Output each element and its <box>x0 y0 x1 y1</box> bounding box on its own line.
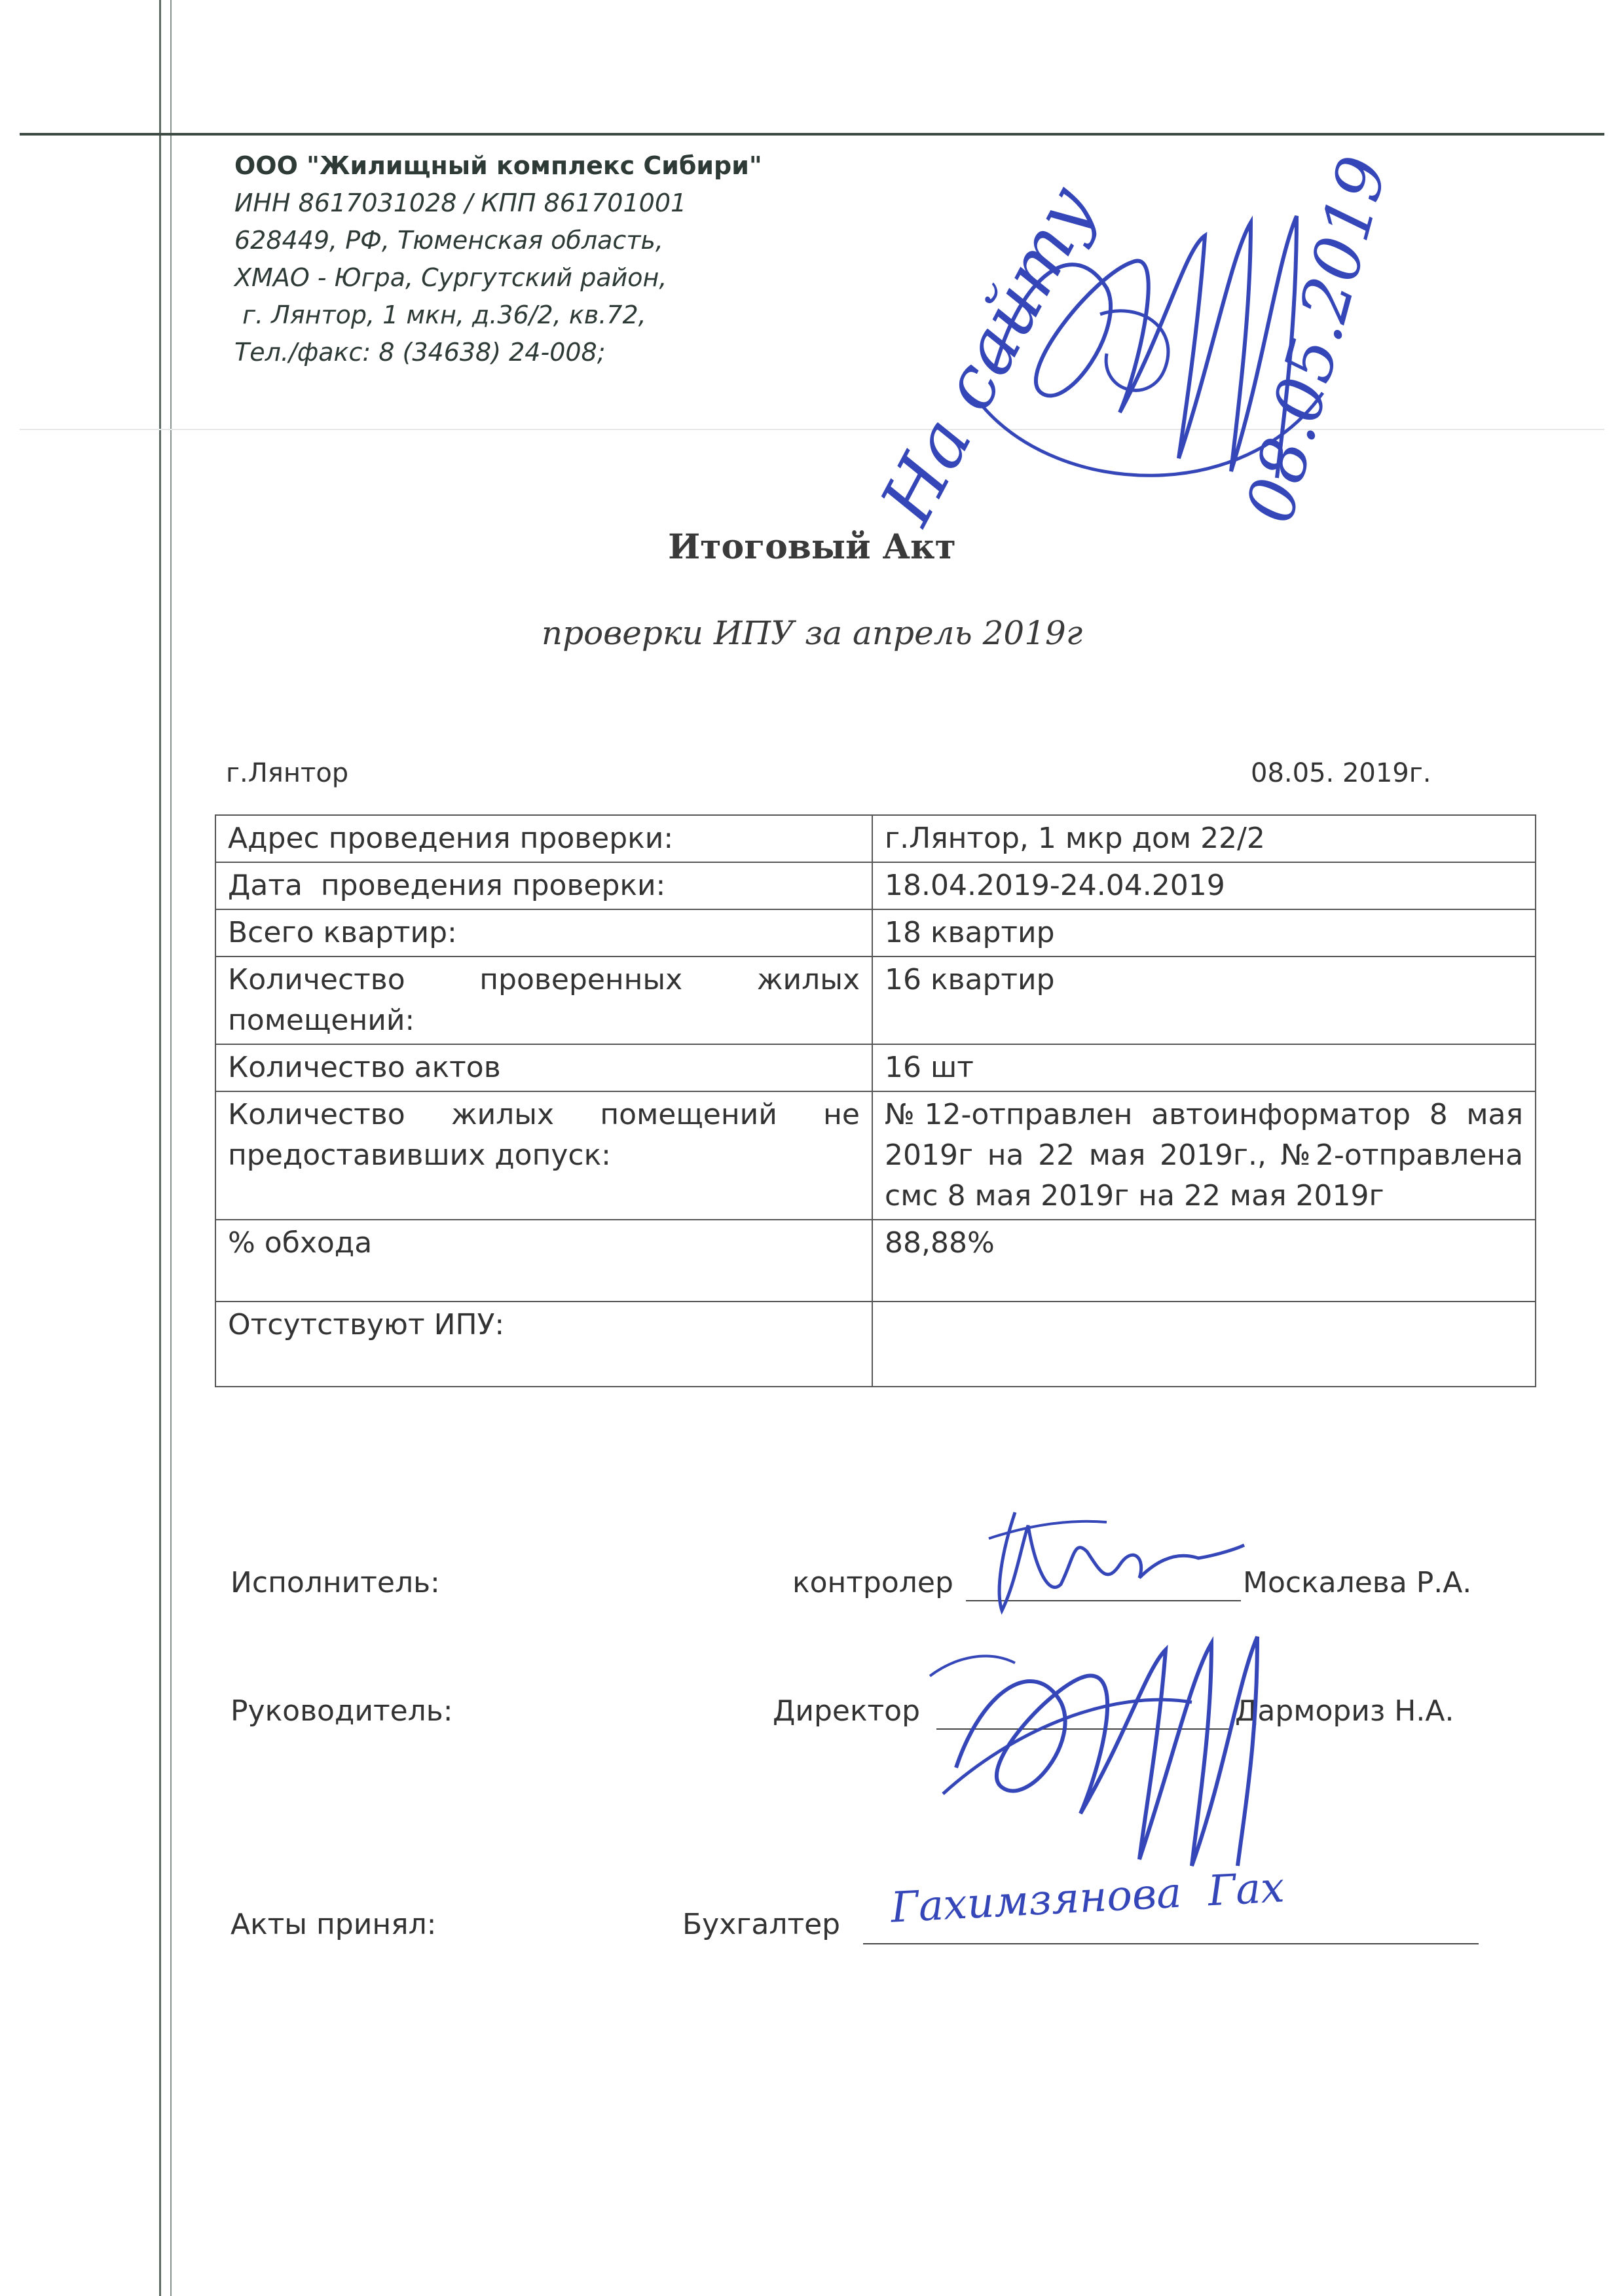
head-label: Руководитель: <box>231 1694 453 1728</box>
executor-role: контролер <box>792 1566 953 1599</box>
table-row <box>215 909 1536 957</box>
row-key: % обхода <box>215 1220 872 1302</box>
company-address-3: г. Лянтор, 1 мкн, д.36/2, кв.72, <box>234 301 646 329</box>
table-row <box>215 1302 1536 1387</box>
company-phone: Тел./факс: 8 (34638) 24-008; <box>234 338 606 367</box>
row-key: Всего квартир: <box>215 909 872 957</box>
row-value: №12-отправлен автоинформатор 8 мая 2019г на 22 мая 2019г., №2-отправлена смс 8 мая 2019г на 22 мая 2019г <box>872 1091 1536 1220</box>
company-header <box>234 147 762 371</box>
row-value <box>872 1302 1536 1387</box>
document-city: г.Лянтор <box>226 758 349 788</box>
table-row <box>215 862 1536 909</box>
company-name: ООО "Жилищный комплекс Сибири" <box>234 151 762 180</box>
accountant-handwritten-name: Гахимзянова Гах <box>889 1863 1286 1933</box>
row-key: Количество проверенных жилых помещений: <box>215 957 872 1044</box>
table-row <box>215 1091 1536 1220</box>
director-signature <box>917 1597 1283 1872</box>
document-title: Итоговый Акт <box>668 527 956 567</box>
row-value: 88,88% <box>872 1220 1536 1302</box>
company-inn-kpp: ИНН 8617031028 / КПП 861701001 <box>234 189 687 217</box>
head-name: Дармориз Н.А. <box>1235 1694 1454 1728</box>
table-row <box>215 815 1536 862</box>
accepted-role: Бухгалтер <box>682 1908 841 1941</box>
row-key: Дата проведения проверки: <box>215 862 872 909</box>
header-rule <box>20 133 1604 136</box>
company-address-1: 628449, РФ, Тюменская область, <box>234 226 663 255</box>
document-subtitle: проверки ИПУ за апрель 2019г <box>541 614 1083 652</box>
handwritten-resolution-date: 08.05.2019 <box>1231 148 1403 531</box>
row-value: 18 квартир <box>872 909 1536 957</box>
margin-line-left <box>159 0 161 2296</box>
accepted-signature-line <box>863 1943 1479 1944</box>
executor-label: Исполнитель: <box>231 1566 440 1599</box>
margin-line-left-2 <box>170 0 172 2296</box>
row-value: г.Лянтор, 1 мкр дом 22/2 <box>872 815 1536 862</box>
row-key: Количество жилых помещений не предоставивших допуск: <box>215 1091 872 1220</box>
row-value: 16 квартир <box>872 957 1536 1044</box>
accepted-label: Акты принял: <box>231 1908 437 1941</box>
faint-rule <box>20 429 1604 430</box>
table-row <box>215 1220 1536 1302</box>
head-role: Директор <box>773 1694 921 1728</box>
row-key: Количество актов <box>215 1044 872 1091</box>
company-address-2: ХМАО - Югра, Сургутский район, <box>234 263 667 292</box>
executor-name: Москалева Р.А. <box>1243 1566 1472 1599</box>
table-row <box>215 1044 1536 1091</box>
row-key: Отсутствуют ИПУ: <box>215 1302 872 1387</box>
table-row <box>215 957 1536 1044</box>
inspection-table <box>215 814 1536 1387</box>
handwritten-resolution-note: На сайту <box>864 172 1112 538</box>
row-value: 18.04.2019-24.04.2019 <box>872 862 1536 909</box>
row-value: 16 шт <box>872 1044 1536 1091</box>
row-key: Адрес проведения проверки: <box>215 815 872 862</box>
document-date: 08.05. 2019г. <box>1251 758 1431 788</box>
